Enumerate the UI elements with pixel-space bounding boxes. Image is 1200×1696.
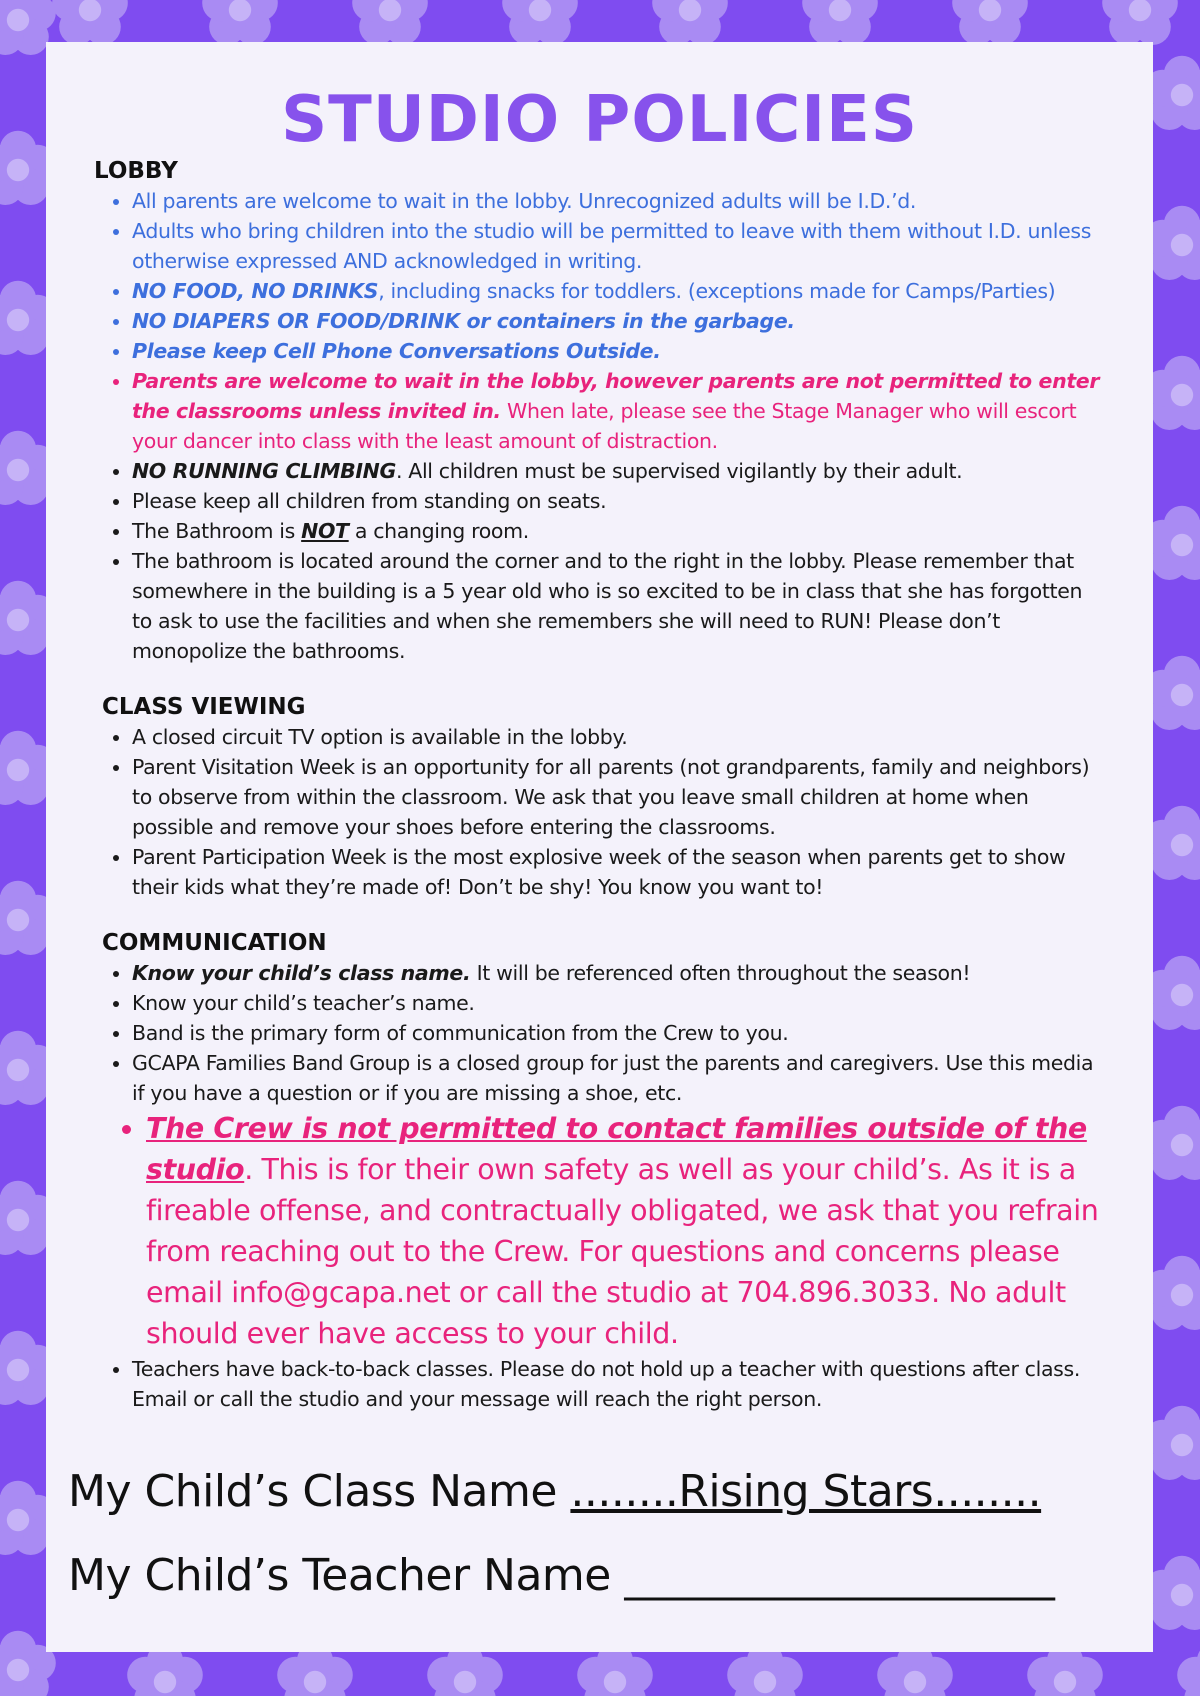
crew-contact-notice: • The Crew is not permitted to contact families outside of the studio. This is for their own safety as well as your child’s. As it is a fireable offense, and contractually obligated, we ask that you refrain from reaching out to the Crew. For questions and concerns please email info@gcapa.net or call the studio at 704.896.3033. No adult should ever have access to your child. [146,1108,1105,1354]
flower-icon [652,0,728,45]
list-item: • A closed circuit TV option is available in the lobby. [132,722,1105,752]
class-name-value: ........Rising Stars........ [570,1466,1042,1517]
flower-icon [352,0,428,45]
list-item: • The bathroom is located around the corner and to the right in the lobby. Please remember that somewhere in the building is a 5 year old who is so excited to be in class that she has forgotten to ask to use the facilities and when she remembers she will need to RUN! Please don’t monopolize the bathrooms. [132,546,1105,666]
list-item: • Band is the primary form of communication from the Crew to you. [132,1018,1105,1048]
flower-icon [802,0,878,45]
class-name-line [68,1466,1041,1517]
flower-icon [502,0,578,45]
list-item: • GCAPA Families Band Group is a closed group for just the parents and caregivers. Use this media if you have a question or if you are missing a shoe, etc. [132,1048,1105,1108]
class-name-label: My Child’s Class Name [68,1466,571,1517]
lobby-list [94,186,1105,666]
flower-icon [202,0,278,45]
list-item: • Know your child’s teacher’s name. [132,988,1105,1018]
list-item: • Parent Participation Week is the most explosive week of the season when parents get to show their kids what they’re made of! Don’t be shy! You know you want to! [132,842,1105,902]
teacher-name-label: My Child’s Teacher Name [68,1550,625,1601]
class-viewing-heading: CLASS VIEWING [102,694,306,720]
list-item: • NO DIAPERS OR FOOD/DRINK or containers in the garbage. [132,306,1105,336]
list-item: • Teachers have back-to-back classes. Please do not hold up a teacher with questions after class. Email or call the studio and your message will reach the right person. [132,1354,1105,1414]
class-viewing-section [94,692,1105,902]
list-item: • Please keep Cell Phone Conversations Outside. [132,336,1105,366]
list-item: • Please keep all children from standing on seats. [132,486,1105,516]
page-title: STUDIO POLICIES [281,83,918,157]
list-item: • The Bathroom is NOT a changing room. [132,516,1105,546]
communication-heading: COMMUNICATION [102,930,327,956]
class-viewing-list [94,722,1105,902]
list-item: • NO RUNNING CLIMBING. All children must be supervised vigilantly by their adult. [132,456,1105,486]
lobby-section [94,156,1105,666]
list-item: • Parent Visitation Week is an opportunity for all parents (not grandparents, family and neighbors) to observe from within the classroom. We ask that you leave small children at home when possible and remove your shoes before entering the classrooms. [132,752,1105,842]
list-item: • NO FOOD, NO DRINKS, including snacks for toddlers. (exceptions made for Camps/Parties) [132,276,1105,306]
flower-icon [52,0,128,45]
flower-icon [1177,1643,1200,1696]
lobby-heading: LOBBY [94,158,178,184]
list-item: • Know your child’s class name. It will be referenced often throughout the season! [132,958,1105,988]
flower-icon [1102,0,1178,45]
communication-list-tail [94,1354,1105,1414]
policy-sheet [46,42,1153,1652]
teacher-name-line [68,1550,1054,1601]
communication-list [94,958,1105,1108]
crew-notice-list [94,1108,1105,1354]
flower-icon [952,0,1028,45]
teacher-name-value: ____________________ [624,1550,1055,1601]
communication-section [94,928,1105,1414]
list-item: • Parents are welcome to wait in the lobby, however parents are not permitted to enter the classrooms unless invited in. When late, please see the Stage Manager who will escort your dancer into class with the least amount of distraction. [132,366,1105,456]
list-item: • All parents are welcome to wait in the lobby. Unrecognized adults will be I.D.’d. [132,186,1105,216]
list-item: • Adults who bring children into the studio will be permitted to leave with them without I.D. unless otherwise expressed AND acknowledged in writing. [132,216,1105,276]
